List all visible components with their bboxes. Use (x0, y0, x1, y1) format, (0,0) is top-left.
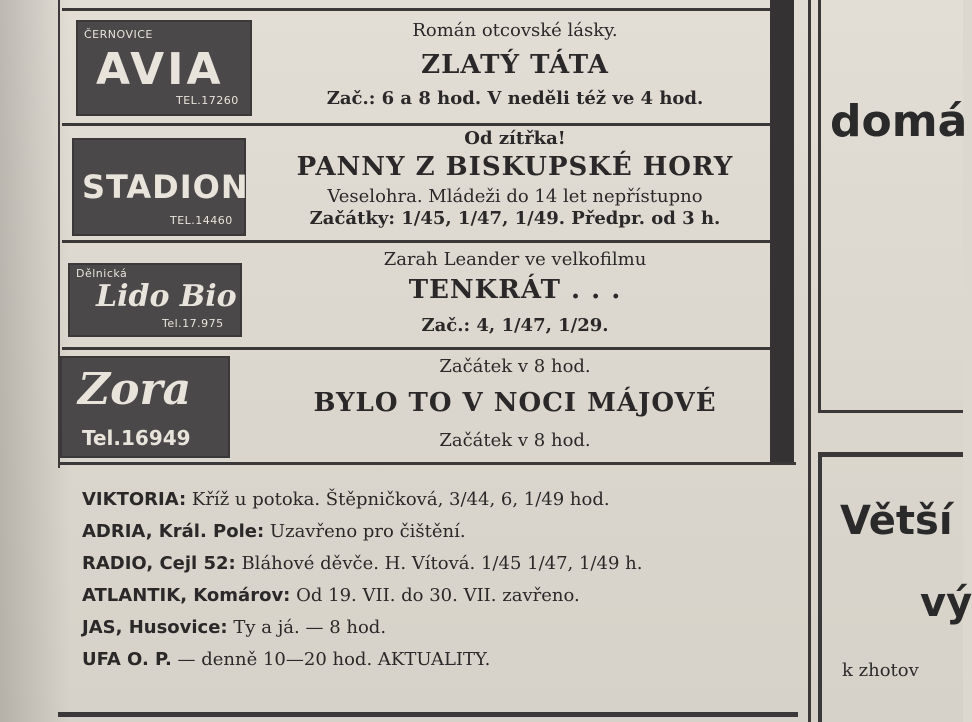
listing-key: JAS, Husovice: (82, 617, 228, 638)
stadion-title: PANNY Z BISKUPSKÉ HORY (296, 152, 734, 182)
listing-key: RADIO, Cejl 52: (82, 553, 236, 574)
lido-bio-text (262, 249, 768, 337)
lido-bio-logo-top: Dělnická (76, 267, 128, 280)
ad-stadion (62, 128, 768, 238)
rule-3 (62, 347, 770, 350)
listing-text: Bláhové děvče. H. Vítová. 1/45 1/47, 1/49 h. (241, 553, 643, 574)
zora-text (262, 356, 768, 452)
listing-text: Od 19. VII. do 30. VII. zavřeno. (296, 585, 580, 606)
avia-logo (76, 20, 252, 116)
avia-logo-tel: TEL.17260 (176, 94, 239, 107)
zora-title: BYLO TO V NOCI MÁJOVÉ (313, 388, 717, 418)
stadion-logo-tel: TEL.14460 (170, 214, 233, 227)
listing-row (82, 644, 802, 676)
rule-4 (58, 462, 796, 465)
listing-row (82, 548, 802, 580)
listing-row (82, 612, 802, 644)
listing-key: ATLANTIK, Komárov: (82, 585, 291, 606)
column-rule-thick (770, 0, 794, 462)
zora-logo-name: Zora (78, 364, 192, 415)
lido-bio-logo-name: Lido Bio (96, 279, 237, 314)
stadion-text (262, 128, 768, 230)
listing-row (82, 580, 802, 612)
avia-line-3: Zač.: 6 a 8 hod. V neděli též ve 4 hod. (326, 88, 704, 109)
stadion-logo-name: STADION (82, 168, 249, 206)
avia-logo-top: ČERNOVICE (84, 28, 153, 41)
listing-text: — denně 10—20 hod. AKTUALITY. (177, 649, 491, 670)
zora-line-3: Začátek v 8 hod. (439, 430, 591, 451)
avia-line-1: Román otcovské lásky. (412, 20, 618, 41)
listing-row (82, 484, 802, 516)
zora-logo-tel: Tel.16949 (82, 426, 191, 450)
right-column-rule (808, 0, 811, 722)
ad-zora (62, 352, 768, 460)
right-headline-2: Větší (840, 498, 953, 544)
lido-bio-title: TENKRÁT . . . (408, 275, 622, 305)
right-box-2-top (818, 452, 963, 457)
listing-text: Ty a já. — 8 hod. (233, 617, 387, 638)
rule-bottom (58, 712, 798, 717)
right-box-1-bottom (818, 410, 963, 413)
rule-2 (62, 240, 770, 243)
lido-bio-logo (68, 263, 242, 337)
listing-row (82, 516, 802, 548)
lido-bio-line-3: Zač.: 4, 1/47, 1/29. (421, 315, 609, 336)
right-headline-1: domá (830, 96, 968, 147)
cinema-listings (82, 484, 802, 676)
right-body-text: k zhotov (842, 660, 919, 681)
right-box-2-border (818, 452, 822, 722)
zora-line-1: Začátek v 8 hod. (439, 356, 591, 377)
stadion-line-3: Veselohra. Mládeži do 14 let nepřístupno (327, 186, 703, 207)
lido-bio-logo-tel: Tel.17.975 (162, 317, 224, 330)
avia-text (262, 20, 768, 110)
ad-avia (62, 14, 768, 122)
lido-bio-line-1: Zarah Leander ve velkofilmu (383, 249, 647, 270)
zora-logo (60, 356, 230, 458)
stadion-logo (72, 138, 249, 236)
right-box-1-border (818, 0, 821, 412)
rule-1 (62, 123, 770, 126)
rule-top (62, 8, 770, 11)
listing-key: VIKTORIA: (82, 489, 187, 510)
listing-key: UFA O. P. (82, 649, 172, 670)
stadion-line-1: Od zítřka! (464, 128, 566, 149)
avia-logo-name: AVIA (96, 44, 224, 95)
listing-key: ADRIA, Král. Pole: (82, 521, 265, 542)
listing-text: Kříž u potoka. Štěpničková, 3/44, 6, 1/49 hod. (191, 489, 610, 510)
avia-title: ZLATÝ TÁTA (421, 50, 609, 80)
ad-lido-bio (62, 245, 768, 345)
listing-text: Uzavřeno pro čištění. (269, 521, 466, 542)
stadion-line-4: Začátky: 1/45, 1/47, 1/49. Předpr. od 3 h. (309, 208, 721, 229)
right-headline-3: vý (920, 580, 972, 626)
